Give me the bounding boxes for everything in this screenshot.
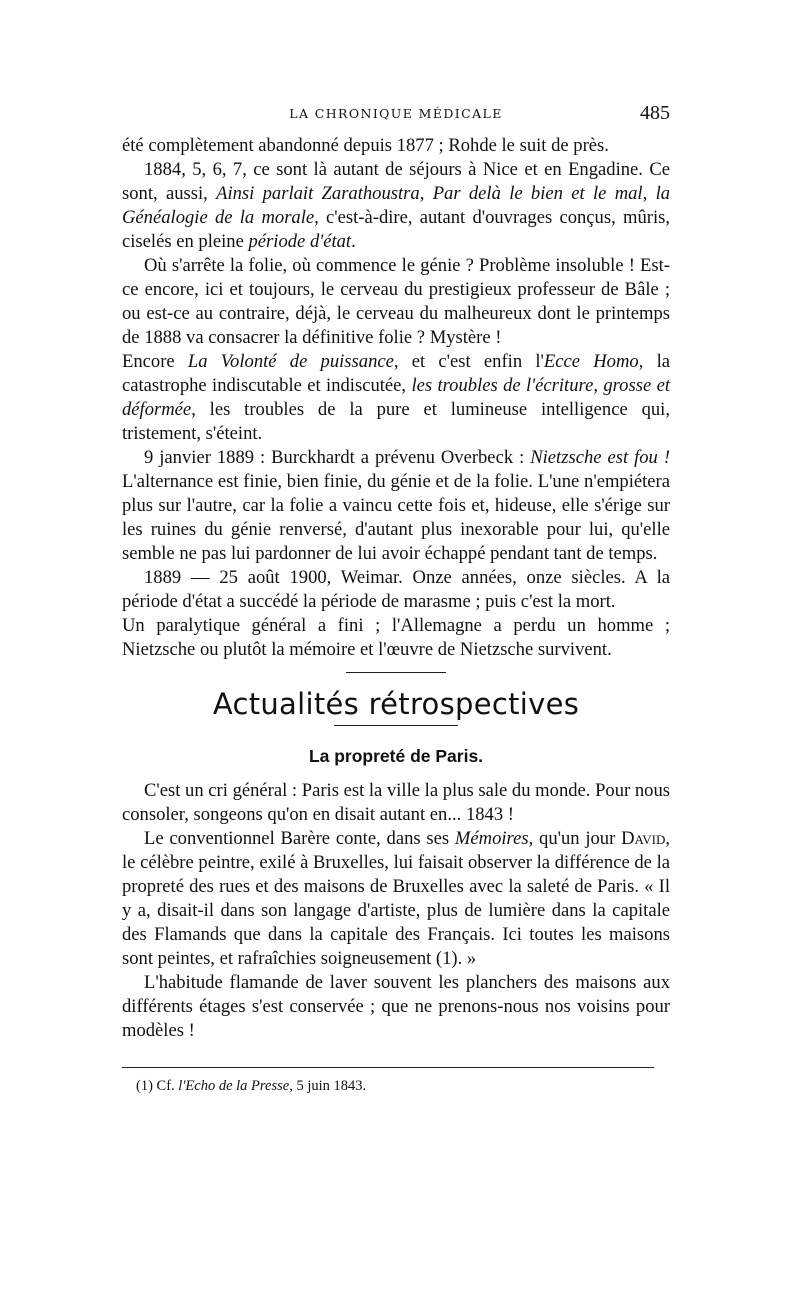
paragraph-7: Un paralytique général a fini ; l'Allemagne a perdu un homme ; Nietzsche ou plutôt la mémoire et l'œuvre de Nietzsche survivent.	[122, 615, 670, 660]
footnote	[136, 1078, 670, 1095]
separator-2: ,	[642, 183, 656, 204]
title-underline	[334, 725, 458, 726]
paragraph-4	[122, 350, 670, 446]
paragraph-2-end: .	[351, 231, 356, 252]
section-paragraph-2	[122, 827, 670, 971]
separator-1: ,	[419, 183, 433, 204]
work-title-genealogie: la Généalogie de la morale	[122, 183, 671, 228]
article-subtitle: La propreté de Paris.	[308, 746, 484, 766]
section-paragraph-1: C'est un cri général : Paris est la ville la plus sale du monde. Pour nous consoler, songeons qu'on en disait autant en... 1843 !	[122, 780, 670, 825]
paragraph-2-mid: , c'est-à-dire, autant d'ouvrages conçus, mûris, ciselés en pleine	[122, 207, 670, 252]
work-title-volonte: La Volonté de puissance	[187, 351, 394, 372]
paragraph-4-start: Encore	[122, 351, 188, 372]
work-title-par-dela: Par delà le bien et le mal	[432, 183, 643, 204]
paragraph-5	[122, 446, 670, 566]
paragraph-6: 1889 — 25 août 1900, Weimar. Onze années, onze siècles. A la période d'état a succédé la période de marasme ; puis c'est la mort.	[122, 567, 670, 612]
paragraph-5-start: 9 janvier 1889 : Burckhardt a prévenu Overbeck :	[144, 447, 531, 468]
italic-memoires: Mémoires	[454, 828, 529, 849]
name-david: David	[621, 828, 666, 849]
section-paragraph-2-mid: , qu'un jour	[528, 828, 622, 849]
footnote-source: l'Echo de la Presse	[178, 1078, 290, 1094]
paragraph-4-end: , les troubles de la pure et lumineuse intelligence qui, tristement, s'éteint.	[122, 399, 670, 444]
paragraph-4-mid-1: , et c'est enfin l'	[393, 351, 544, 372]
page-body	[122, 134, 670, 1095]
section-paragraph-3: L'habitude flamande de laver souvent les planchers des maisons aux différents étages s'est conservée ; que ne prenons-nous nos voisins pour modèles !	[122, 972, 670, 1041]
paragraph-2-start: 1884, 5, 6, 7, ce sont là autant de séjours à Nice et en Engadine. Ce sont, aussi,	[122, 159, 670, 204]
italic-troubles-ecriture: les troubles de l'écriture, grosse et déformée	[122, 375, 670, 420]
separator-rule	[346, 672, 446, 673]
paragraph-2	[122, 158, 670, 254]
italic-nietzsche-est-fou: Nietzsche est fou !	[530, 447, 671, 468]
footnote-end: , 5 juin 1843.	[289, 1078, 367, 1094]
page-header	[122, 102, 670, 130]
paragraph-3: Où s'arrête la folie, où commence le génie ? Problème insoluble ! Est-ce encore, ici et toujours, le cerveau du prestigieux professeur de Bâle ; ou est-ce au contraire, déjà, le cerveau du malheureux dont le printemps de 1888 va consacrer la définitive folie ? Mystère !	[122, 255, 670, 348]
work-title-ecce-homo: Ecce Homo	[543, 351, 639, 372]
page-number: 485	[640, 102, 670, 124]
paragraph-1: été complètement abandonné depuis 1877 ; Rohde le suit de près.	[122, 135, 609, 156]
paragraph-4-mid-2: , la catastrophe indiscutable et indiscutée,	[122, 351, 670, 396]
running-title: LA CHRONIQUE MÉDICALE	[289, 106, 503, 121]
section-paragraph-2-start: Le conventionnel Barère conte, dans ses	[144, 828, 455, 849]
footnote-rule	[122, 1067, 654, 1068]
work-title-zarathoustra: Ainsi parlait Zarathoustra	[216, 183, 420, 204]
section-title: Actualités rétrospectives	[212, 687, 580, 721]
section-paragraph-2-end: , le célèbre peintre, exilé à Bruxelles, lui faisait observer la différence de la propreté des rues et des maisons de Bruxelles avec la saleté de Paris. « Il y a, disait-il dans son langage d'artiste, plus de lumière dans la capitale des Flamands que dans la capitale des Français. Ici toutes les maisons sont peintes, et rafraîchies soigneusement (1). »	[122, 828, 670, 969]
paragraph-5-end: L'alternance est finie, bien finie, du génie et de la folie. L'une n'empiétera plus sur l'autre, car la folie a vaincu cette fois et, hideuse, elle s'érige sur les ruines du génie renversé, d'autant plus inexorable pour lui, qu'elle semble ne pas lui pardonner de lui avoir échappé pendant tant de temps.	[122, 471, 670, 564]
footnote-start: (1) Cf.	[136, 1078, 179, 1094]
italic-periode-etat: période d'état	[248, 231, 352, 252]
